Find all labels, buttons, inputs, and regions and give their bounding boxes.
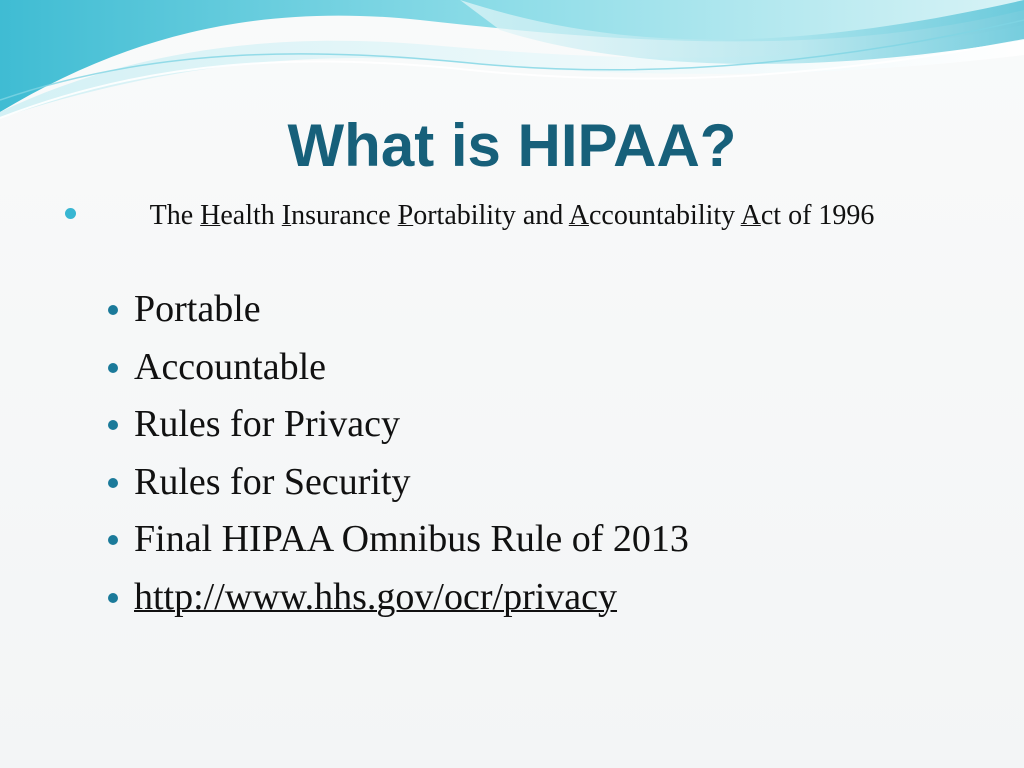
list-item: Portable [108,284,689,342]
bullet-dot-icon [108,420,118,430]
bullet-dot-icon [108,535,118,545]
slide-title: What is HIPAA? [287,112,737,179]
acronym-letter: I [281,200,292,231]
bullet-dot-icon [108,593,118,603]
acronym-letter: P [397,200,414,231]
acronym-letter: A [740,200,761,231]
acronym-letter: A [568,200,589,231]
list-item: Final HIPAA Omnibus Rule of 2013 [108,514,689,572]
list-item: Accountable [108,342,689,400]
bullet-dot-icon [108,478,118,488]
list-item: Rules for Security [108,457,689,515]
definition-text: ealth [220,200,282,231]
bullet-dot-icon [65,208,76,219]
definition-text: ortability and [413,200,569,231]
list-item [108,572,689,630]
bullet-list [108,284,689,629]
definition-text: nsurance [291,200,398,231]
definition-text: ct of 1996 [760,200,875,231]
hipaa-definition [92,196,932,236]
definition-text: ccountability [588,200,741,231]
bullet-dot-icon [108,305,118,315]
bullet-dot-icon [108,363,118,373]
definition-text: The [149,200,201,231]
list-item: Rules for Privacy [108,399,689,457]
acronym-letter: H [200,200,221,231]
hhs-privacy-link[interactable]: http://www.hhs.gov/ocr/privacy [134,575,618,618]
